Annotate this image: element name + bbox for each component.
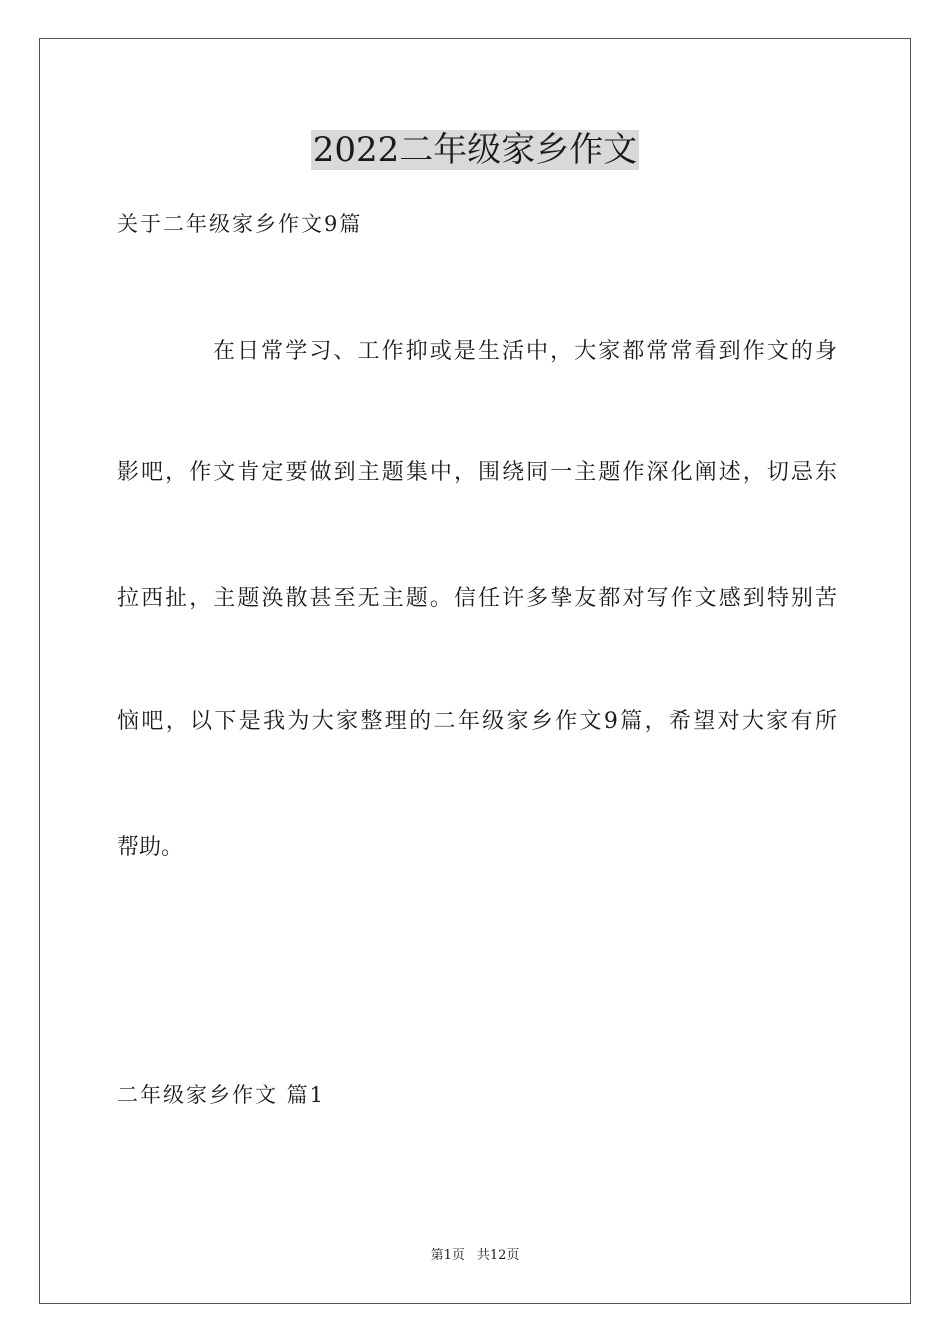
section-heading: 二年级家乡作文 篇1 (117, 1083, 326, 1107)
document-title (0, 128, 950, 172)
paragraph-line: 拉西扯，主题涣散甚至无主题。信任许多挚友都对写作文感到特别苦 (117, 586, 837, 611)
paragraph-line: 在日常学习、工作抑或是生活中，大家都常常看到作文的身 (213, 339, 837, 364)
paragraph-line: 帮助。 (117, 835, 184, 860)
paragraph-line: 恼吧，以下是我为大家整理的二年级家乡作文9篇，希望对大家有所 (117, 709, 837, 734)
paragraph-line: 影吧，作文肯定要做到主题集中，围绕同一主题作深化阐述，切忌东 (117, 460, 837, 485)
page-footer (0, 1247, 950, 1265)
page-number-current: 第1页 (430, 1248, 465, 1263)
document-title-text: 2022二年级家乡作文 (312, 130, 638, 170)
page-number-total: 共12页 (476, 1248, 520, 1263)
document-subtitle: 关于二年级家乡作文9篇 (117, 212, 363, 236)
